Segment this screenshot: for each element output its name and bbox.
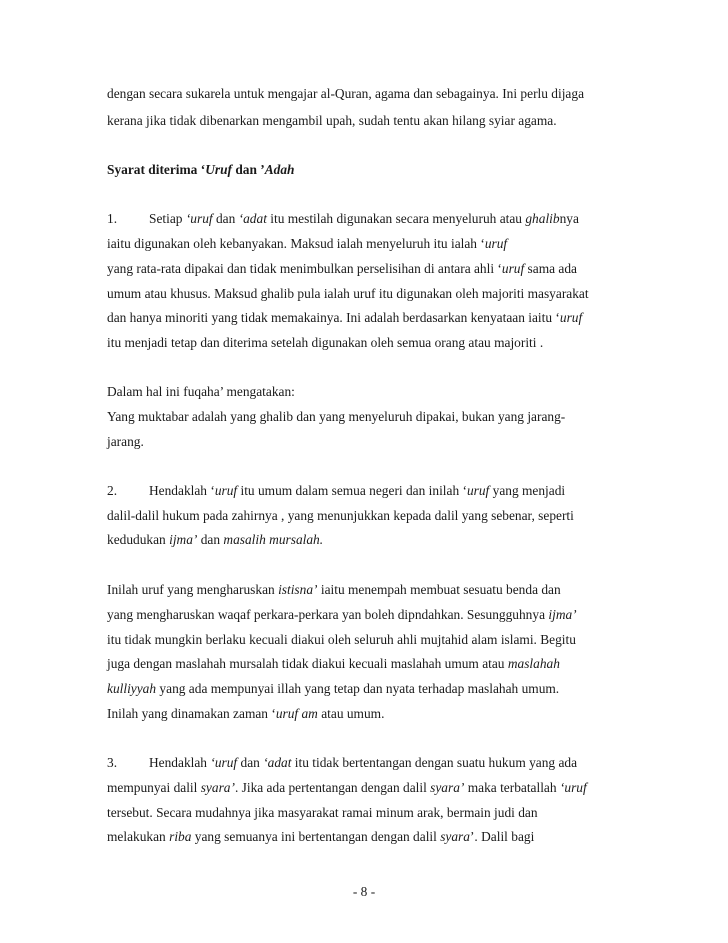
heading-adah: Adah (264, 162, 295, 177)
text: yang semuanya ini bertentangan dengan dalil (191, 829, 441, 844)
paragraph-1-line-1 (107, 211, 579, 227)
text: maka terbatallah (464, 780, 560, 795)
text: melakukan (107, 829, 170, 844)
italic-term: syara (440, 829, 470, 844)
list-number: 3. (107, 755, 118, 770)
italic-term: ijma’ (169, 532, 198, 547)
paragraph-3-line-3: itu tidak mungkin berlaku kecuali diakui oleh seluruh ahli mujtahid alam islami. Begitu (107, 632, 576, 647)
intro-line-2: kerana jika tidak dibenarkan mengambil upah, sudah tentu akan hilang syiar agama. (107, 113, 557, 128)
text: . Jika ada pertentangan dengan dalil (234, 780, 431, 795)
heading-text: dan ’ (231, 162, 265, 177)
italic-term: uruf (484, 236, 508, 251)
text: yang ada mempunyai illah yang tetap dan nyata terhadap maslahah umum. (156, 681, 560, 696)
heading-text: Syarat diterima ‘ (107, 162, 206, 177)
text: dan hanya minoriti yang tidak memakainya. Ini adalah berdasarkan kenyataan iaitu ‘ (107, 310, 560, 325)
italic-term: syara’ (200, 780, 235, 795)
text: Inilah uruf yang mengharuskan (107, 582, 279, 597)
italic-term: ‘adat (238, 211, 267, 226)
italic-term: uruf (214, 483, 238, 498)
text: Inilah yang dinamakan zaman ‘ (107, 706, 276, 721)
italic-term: uruf am (275, 706, 318, 721)
paragraph-4-line-3: tersebut. Secara mudahnya jika masyarakat ramai minum arak, bermain judi dan (107, 805, 538, 820)
italic-term: uruf (559, 310, 583, 325)
text: juga dengan maslahah mursalah tidak diakui kecuali maslahah umum atau (107, 656, 508, 671)
italic-term: kulliyyah (107, 681, 157, 696)
paragraph-3-line-4 (107, 656, 560, 672)
italic-term: masalih mursalah. (223, 532, 324, 547)
text: kedudukan (107, 532, 170, 547)
section-heading (107, 162, 295, 178)
fuqaha-line-2: Yang muktabar adalah yang ghalib dan yang menyeluruh dipakai, bukan yang jarang- (107, 409, 566, 424)
text: atau umum. (317, 706, 385, 721)
text: yang rata-rata dipakai dan tidak menimbulkan perselisihan di antara ahli ‘ (107, 261, 502, 276)
paragraph-1-line-4: umum atau khusus. Maksud ghalib pula ialah uruf itu digunakan oleh majoriti masyarakat (107, 286, 589, 301)
paragraph-4-line-2 (107, 780, 587, 796)
paragraph-1-line-6: itu menjadi tetap dan diterima setelah digunakan oleh semua orang atau majoriti . (107, 335, 544, 350)
paragraph-3-line-6 (107, 706, 384, 722)
text: ’. Dalil bagi (469, 829, 535, 844)
text: mempunyai dalil (107, 780, 201, 795)
text: yang mengharuskan waqaf perkara-perkara yan boleh dipndahkan. Sesungguhnya (107, 607, 549, 622)
fuqaha-line-3: jarang. (107, 434, 144, 449)
text: dan (237, 755, 264, 770)
text: itu umum dalam semua negeri dan inilah ‘ (237, 483, 467, 498)
italic-term: ‘adat (263, 755, 292, 770)
list-number: 1. (107, 211, 118, 226)
paragraph-1-line-3 (107, 261, 577, 277)
italic-term: uruf (501, 261, 525, 276)
italic-term: uruf (466, 483, 490, 498)
paragraph-2-line-2: dalil-dalil hukum pada zahirnya , yang menunjukkan kepada dalil yang sebenar, seperti (107, 508, 574, 523)
text: Setiap (149, 211, 186, 226)
italic-term: ghalib (525, 211, 560, 226)
text: itu tidak bertentangan dengan suatu hukum yang ada (291, 755, 578, 770)
italic-term: maslahah (507, 656, 560, 671)
page-number: - 8 - (352, 884, 376, 899)
text: Hendaklah ‘ (149, 483, 215, 498)
text: yang menjadi (489, 483, 566, 498)
text: iaitu digunakan oleh kebanyakan. Maksud ialah menyeluruh itu ialah ‘ (107, 236, 485, 251)
paragraph-4-line-4 (107, 829, 534, 845)
italic-term: ‘uruf (559, 780, 587, 795)
italic-term: riba (169, 829, 192, 844)
fuqaha-line-1: Dalam hal ini fuqaha’ mengatakan: (107, 384, 295, 399)
heading-uruf: Uruf (205, 162, 232, 177)
intro-line-1: dengan secara sukarela untuk mengajar al-Quran, agama dan sebagainya. Ini perlu dijaga (107, 86, 585, 101)
list-number: 2. (107, 483, 118, 498)
paragraph-1-line-5 (107, 310, 582, 326)
italic-term: ‘uruf (185, 211, 213, 226)
text: itu mestilah digunakan secara menyeluruh atau (266, 211, 526, 226)
italic-term: istisna’ (278, 582, 318, 597)
paragraph-1-line-2 (107, 236, 507, 252)
text: dan (197, 532, 224, 547)
text: iaitu menempah membuat sesuatu benda dan (317, 582, 561, 597)
paragraph-2-line-1 (107, 483, 565, 499)
text: nya (559, 211, 579, 226)
italic-term: syara’ (430, 780, 465, 795)
text: Hendaklah (149, 755, 211, 770)
paragraph-3-line-1 (107, 582, 561, 598)
paragraph-2-line-3 (107, 532, 323, 548)
italic-term: ijma’ (548, 607, 577, 622)
paragraph-3-line-5 (107, 681, 559, 697)
paragraph-3-line-2 (107, 607, 577, 623)
paragraph-4-line-1 (107, 755, 577, 771)
text: sama ada (524, 261, 577, 276)
italic-term: ‘uruf (210, 755, 238, 770)
text: dan (212, 211, 239, 226)
